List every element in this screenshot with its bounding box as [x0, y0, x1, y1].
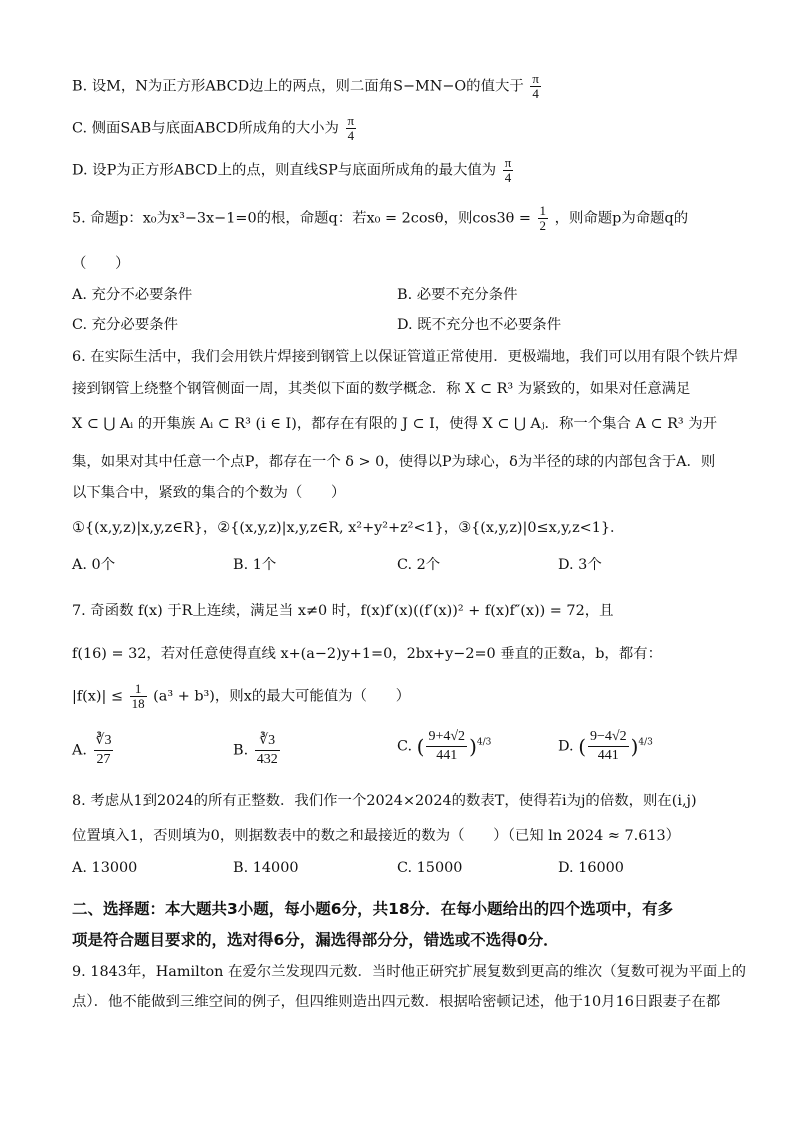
- q6-line-3: X ⊂ ⋃ Aᵢ 的开集族 Aᵢ ⊂ R³ (i ∈ I)，都存在有限的 J ⊂ I，使得 X ⊂ ⋃ Aⱼ．称一个集合 A ⊂ R³ 为开: [72, 416, 718, 432]
- pi-over-4-fraction: [346, 114, 357, 143]
- option-label: D.: [558, 738, 574, 755]
- q7-option-b: [233, 732, 282, 769]
- fraction-denominator: 432: [256, 752, 278, 767]
- fraction-denominator: 18: [131, 696, 145, 711]
- q7-line-3: [72, 682, 410, 711]
- q8-line-1: 8. 考虑从1到2024的所有正整数．我们作一个2024×2024的数表T，使得若i为j的倍数，则在(i,j): [72, 793, 697, 809]
- fraction-numerator: π: [532, 71, 539, 86]
- q7-line-3-text-a: |f(x)| ≤: [72, 688, 123, 705]
- fraction-denominator: 441: [436, 748, 458, 763]
- fraction-numerator: ∛3: [255, 732, 280, 751]
- q8-line-2: 位置填入1，否则填为0，则据数表中的数之和最接近的数为（ ）（已知 ln 2024 ≈ 7.613）: [72, 828, 681, 844]
- fraction-denominator: 4: [347, 128, 355, 143]
- q7-option-c: [397, 728, 491, 765]
- q8-option-c: C. 15000: [397, 860, 463, 876]
- q4-option-c: [72, 114, 358, 143]
- fraction-numerator: 9−4√2: [588, 728, 629, 747]
- q6-line-1: 6. 在实际生活中，我们会用铁片焊接到钢管上以保证管道正常使用．更极端地，我们可以用有限个铁片焊: [72, 349, 738, 365]
- q4-option-b-text: B. 设M，N为正方形ABCD边上的两点，则二面角S−MN−O的值大于: [72, 78, 524, 95]
- q5-stem: [72, 204, 688, 233]
- q7-line-1: 7. 奇函数 f(x) 于R上连续，满足当 x≠0 时，f(x)f′(x)((f′(x))² + f(x)f″(x)) = 72，且: [72, 603, 614, 619]
- option-fraction: [426, 728, 467, 765]
- q5-answer-paren: （ ）: [72, 256, 130, 272]
- q6-line-4: 集，如果对其中任意一个点P，都存在一个 δ > 0，使得以P为球心，δ为半径的球的内部包含于A．则: [72, 454, 716, 470]
- q6-option-d: D. 3个: [558, 557, 602, 573]
- q4-option-d-text: D. 设P为正方形ABCD上的点，则直线SP与底面所成角的最大值为: [72, 162, 497, 179]
- option-fraction: [255, 732, 280, 769]
- left-paren: (: [578, 734, 586, 759]
- q6-option-b: B. 1个: [233, 557, 277, 573]
- q7-line-3-text-b: (a³ + b³)，则x的最大可能值为（ ）: [153, 688, 411, 705]
- q7-option-a: [72, 732, 115, 769]
- one-half-fraction: [538, 204, 549, 233]
- option-label: C.: [397, 738, 413, 755]
- q6-line-5: 以下集合中，紧致的集合的个数为（ ）: [72, 485, 346, 501]
- pi-over-4-fraction: [503, 156, 514, 185]
- exponent: 4/3: [638, 737, 653, 748]
- q7-option-d: [558, 728, 653, 765]
- q5-option-d: D. 既不充分也不必要条件: [397, 317, 562, 333]
- q6-sets: ①{(x,y,z)|x,y,z∈R}，②{(x,y,z)|x,y,z∈R, x²+y²+z²<1}，③{(x,y,z)|0≤x,y,z<1}．: [72, 520, 625, 536]
- fraction-denominator: 2: [539, 218, 546, 233]
- right-paren: ): [469, 734, 477, 759]
- q5-option-b: B. 必要不充分条件: [397, 287, 518, 303]
- q8-option-a: A. 13000: [72, 860, 138, 876]
- q4-option-c-text: C. 侧面SAB与底面ABCD所成角的大小为: [72, 120, 339, 137]
- q9-line-2: 点）．他不能做到三维空间的例子，但四维则造出四元数．根据哈密顿记述，他于10月16日跟妻子在都: [72, 994, 721, 1010]
- fraction-denominator: 4: [532, 86, 539, 101]
- fraction-denominator: 4: [504, 170, 512, 185]
- q7-line-2: f(16) = 32，若对任意使得直线 x+(a−2)y+1=0，2bx+y−2=0 垂直的正数a，b，都有：: [72, 646, 662, 662]
- fraction-numerator: π: [504, 155, 512, 170]
- exponent: 4/3: [476, 737, 492, 748]
- right-paren: ): [630, 734, 639, 759]
- fraction-numerator: π: [347, 113, 355, 128]
- option-label: B.: [233, 742, 249, 759]
- q6-line-2: 接到钢管上绕整个钢管侧面一周，其类似下面的数学概念．称 X ⊂ R³ 为紧致的，如果对任意满足: [72, 381, 691, 397]
- option-fraction: [94, 732, 114, 769]
- q4-option-d: [72, 156, 515, 185]
- q5-stem-text-b: ，则命题p为命题q的: [554, 210, 689, 227]
- q8-option-b: B. 14000: [233, 860, 299, 876]
- q6-option-a: A. 0个: [72, 557, 116, 573]
- q5-stem-text-a: 5. 命题p：x₀为x³−3x−1=0的根，命题q：若x₀ = 2cosθ，则cos3θ =: [72, 210, 531, 227]
- fraction-numerator: 1: [130, 682, 147, 697]
- fraction-numerator: 9+4√2: [426, 728, 467, 747]
- fraction-denominator: 441: [597, 748, 619, 763]
- option-label: A.: [72, 742, 87, 759]
- option-fraction: [588, 728, 629, 765]
- section-2-heading-line-2: 项是符合题目要求的，选对得6分，漏选得部分分，错选或不选得0分．: [72, 931, 559, 949]
- section-2-heading-line-1: 二、选择题：本大题共3小题，每小题6分，共18分．在每小题给出的四个选项中，有多: [72, 900, 674, 918]
- q8-option-d: D. 16000: [558, 860, 624, 876]
- q9-line-1: 9. 1843年，Hamilton 在爱尔兰发现四元数．当时他正研究扩展复数到更高的维次（复数可视为平面上的: [72, 964, 747, 980]
- fraction-numerator: ∛3: [94, 732, 114, 751]
- one-eighteenth-fraction: [130, 682, 147, 711]
- left-paren: (: [416, 734, 425, 759]
- fraction-denominator: 27: [96, 752, 111, 767]
- q4-option-b: [72, 72, 543, 101]
- fraction-numerator: 1: [539, 203, 546, 218]
- pi-over-4-fraction: [530, 72, 541, 101]
- q6-option-c: C. 2个: [397, 557, 441, 573]
- q5-option-c: C. 充分必要条件: [72, 317, 178, 333]
- q5-option-a: A. 充分不必要条件: [72, 287, 193, 303]
